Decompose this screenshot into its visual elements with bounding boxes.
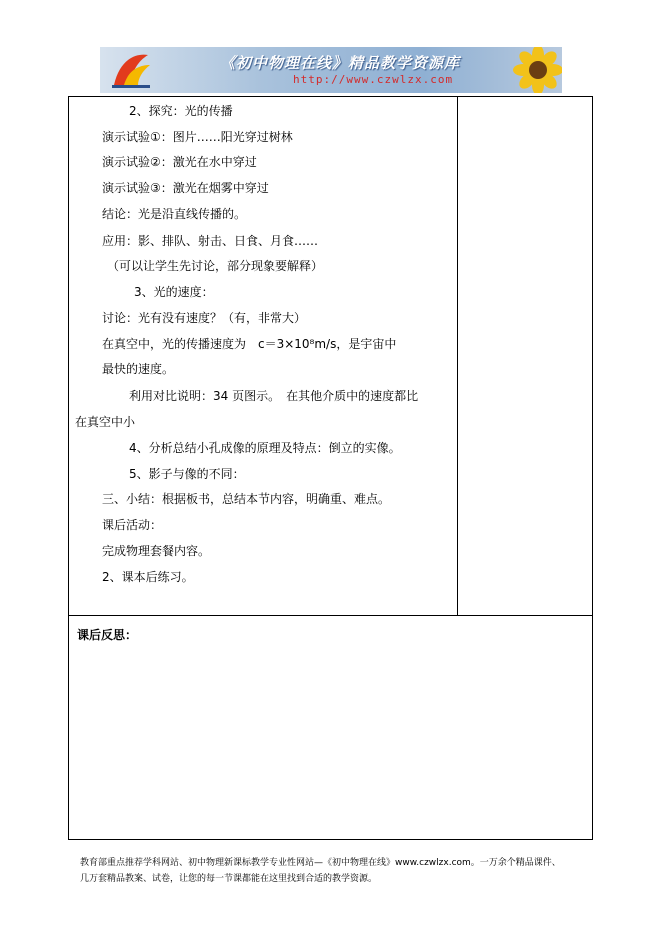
site-url[interactable]: http://www.czwlzx.com bbox=[293, 73, 454, 86]
lesson-line: 三、小结：根据板书，总结本节内容，明确重、难点。 bbox=[102, 492, 391, 506]
lesson-line: 演示试验③：激光在烟雾中穿过 bbox=[102, 181, 269, 195]
lesson-table bbox=[68, 96, 593, 840]
lesson-line: 在真空中小 bbox=[75, 415, 136, 429]
lesson-line: （可以让学生先讨论，部分现象要解释） bbox=[107, 259, 324, 273]
lesson-line: 5、影子与像的不同： bbox=[129, 467, 245, 481]
lesson-line: 3、光的速度： bbox=[134, 285, 214, 299]
reflection-label: 课后反思： bbox=[77, 628, 138, 642]
site-logo-icon bbox=[110, 49, 154, 91]
lesson-line: 完成物理套餐内容。 bbox=[102, 544, 211, 558]
lesson-line: 在真空中，光的传播速度为 c＝3×10⁸m/s，是宇宙中 bbox=[102, 337, 397, 351]
lesson-line: 应用：影、排队、射击、日食、月食…… bbox=[102, 234, 319, 248]
lesson-line: 演示试验②：激光在水中穿过 bbox=[102, 155, 257, 169]
lesson-line: 结论：光是沿直线传播的。 bbox=[102, 207, 247, 221]
lesson-line: 讨论：光有没有速度？（有，非常大） bbox=[102, 311, 307, 325]
lesson-line: 课后活动： bbox=[102, 518, 163, 532]
footer-line-1: 教育部重点推荐学科网站、初中物理新课标教学专业性网站—《初中物理在线》www.czwlzx.com。一万余个精品课件、 bbox=[80, 858, 561, 868]
footer-line-2: 几万套精品教案、试卷，让您的每一节课都能在这里找到合适的教学资源。 bbox=[80, 874, 378, 884]
lesson-line: 4、分析总结小孔成像的原理及特点：倒立的实像。 bbox=[129, 441, 401, 455]
lesson-line: 2、探究：光的传播 bbox=[129, 104, 233, 118]
sunflower-icon bbox=[508, 47, 562, 93]
site-title: 《初中物理在线》精品教学资源库 bbox=[220, 54, 461, 72]
row-divider bbox=[69, 615, 592, 616]
lesson-line: 最快的速度。 bbox=[102, 362, 175, 376]
lesson-line: 2、课本后练习。 bbox=[102, 570, 194, 584]
lesson-line: 演示试验①：图片……阳光穿过树林 bbox=[102, 130, 293, 144]
column-divider bbox=[457, 97, 458, 615]
header-banner bbox=[100, 47, 562, 93]
lesson-line: 利用对比说明：34 页图示。 在其他介质中的速度都比 bbox=[129, 389, 419, 403]
